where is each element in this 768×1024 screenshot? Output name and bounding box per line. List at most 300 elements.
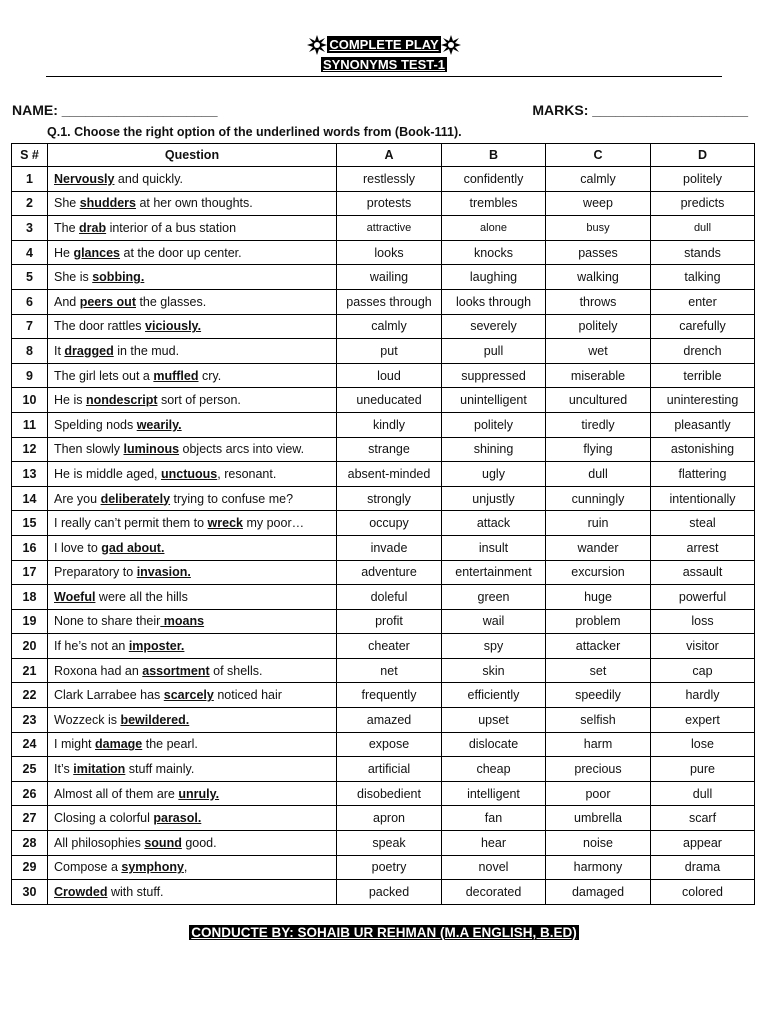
option-c: set [546, 658, 651, 683]
option-a: adventure [337, 560, 442, 585]
underlined-word: symphony [121, 860, 184, 875]
option-d: terrible [651, 363, 755, 388]
question-prefix: The door rattles [54, 319, 146, 334]
question-text [48, 216, 337, 241]
question-prefix: He is middle aged, [54, 466, 162, 481]
question-text [48, 757, 337, 782]
question-prefix: I might [54, 737, 95, 752]
option-b: unintelligent [442, 388, 546, 413]
footer [0, 924, 768, 942]
question-text [48, 486, 337, 511]
option-a: kindly [337, 412, 442, 437]
option-a: net [337, 658, 442, 683]
header-divider [46, 76, 722, 77]
underlined-word: peers out [79, 294, 136, 309]
question-prefix: She [54, 196, 80, 211]
question-prefix: Almost all of them are [54, 786, 179, 801]
question-suffix: at the door up center. [120, 245, 242, 260]
question-prefix: He is [54, 393, 86, 408]
option-b: attack [442, 511, 546, 536]
option-b: laughing [442, 265, 546, 290]
question-prefix: Closing a colorful [54, 811, 154, 826]
option-c: damaged [546, 880, 651, 905]
table-row [12, 511, 755, 536]
question-number: 5 [12, 265, 48, 290]
option-b: politely [442, 412, 546, 437]
option-a: disobedient [337, 781, 442, 806]
option-a: amazed [337, 708, 442, 733]
table-row [12, 191, 755, 216]
question-text [48, 167, 337, 192]
option-a: passes through [337, 289, 442, 314]
underlined-word: muffled [153, 368, 199, 383]
option-c: dull [546, 462, 651, 487]
option-c: uncultured [546, 388, 651, 413]
option-a: poetry [337, 855, 442, 880]
option-a: restlessly [337, 167, 442, 192]
option-d: lose [651, 732, 755, 757]
table-row [12, 535, 755, 560]
question-prefix: And [54, 294, 80, 309]
option-b: suppressed [442, 363, 546, 388]
option-c: problem [546, 609, 651, 634]
option-d: drench [651, 339, 755, 364]
option-d: cap [651, 658, 755, 683]
option-d: politely [651, 167, 755, 192]
option-c: cunningly [546, 486, 651, 511]
table-row [12, 289, 755, 314]
option-d: enter [651, 289, 755, 314]
question-number: 2 [12, 191, 48, 216]
table-row [12, 806, 755, 831]
question-prefix: It’s [54, 762, 74, 777]
title-line [0, 34, 768, 55]
option-d: appear [651, 831, 755, 856]
question-text [48, 462, 337, 487]
question-text [48, 831, 337, 856]
option-b: wail [442, 609, 546, 634]
table-row [12, 462, 755, 487]
option-d: pleasantly [651, 412, 755, 437]
underlined-word: wearily. [136, 417, 182, 432]
question-text [48, 732, 337, 757]
underlined-word: invasion. [136, 565, 191, 580]
question-suffix: of shells. [209, 663, 263, 678]
option-b: confidently [442, 167, 546, 192]
option-b: novel [442, 855, 546, 880]
question-suffix: , resonant. [217, 466, 277, 481]
underlined-word: drab [79, 220, 107, 235]
option-b: severely [442, 314, 546, 339]
question-text [48, 609, 337, 634]
option-c: politely [546, 314, 651, 339]
option-a: speak [337, 831, 442, 856]
table-row [12, 855, 755, 880]
question-prefix: Are you [54, 491, 101, 506]
table-row [12, 732, 755, 757]
question-text [48, 314, 337, 339]
table-row [12, 486, 755, 511]
question-prefix: None to share their [54, 614, 161, 629]
option-d: drama [651, 855, 755, 880]
table-row [12, 560, 755, 585]
question-number: 24 [12, 732, 48, 757]
option-c: huge [546, 585, 651, 610]
question-text [48, 437, 337, 462]
underlined-word: sobbing. [92, 270, 145, 285]
table-row [12, 634, 755, 659]
question-number: 29 [12, 855, 48, 880]
question-number: 11 [12, 412, 48, 437]
question-prefix: I really can’t permit them to [54, 516, 208, 531]
option-a: expose [337, 732, 442, 757]
question-prefix: The girl lets out a [54, 368, 154, 383]
option-a: occupy [337, 511, 442, 536]
option-c: flying [546, 437, 651, 462]
question-number: 28 [12, 831, 48, 856]
underlined-word: gad about. [101, 540, 165, 555]
marks-field-label: MARKS: ____________________ [532, 102, 748, 118]
question-text [48, 535, 337, 560]
option-c: calmly [546, 167, 651, 192]
header-option-a: A [337, 144, 442, 167]
question-suffix: , [183, 860, 188, 875]
table-row [12, 339, 755, 364]
option-d: talking [651, 265, 755, 290]
option-b: ugly [442, 462, 546, 487]
question-number: 27 [12, 806, 48, 831]
question-prefix: Clark Larrabee has [54, 688, 164, 703]
question-suffix: stuff mainly. [125, 762, 195, 777]
underlined-word: wreck [207, 516, 243, 531]
question-text [48, 634, 337, 659]
option-b: fan [442, 806, 546, 831]
option-a: artificial [337, 757, 442, 782]
question-prefix: It [54, 343, 65, 358]
option-a: put [337, 339, 442, 364]
question-suffix: my poor… [242, 516, 305, 531]
underlined-word: unruly. [178, 786, 220, 801]
question-text [48, 806, 337, 831]
underlined-word: damage [95, 737, 143, 752]
question-text [48, 412, 337, 437]
question-number: 7 [12, 314, 48, 339]
table-row [12, 265, 755, 290]
table-row [12, 363, 755, 388]
question-prefix: Wozzeck is [54, 712, 121, 727]
table-row [12, 388, 755, 413]
option-c: harmony [546, 855, 651, 880]
question-number: 20 [12, 634, 48, 659]
option-c: harm [546, 732, 651, 757]
underlined-word: Crowded [54, 885, 108, 900]
header [0, 34, 768, 74]
question-text [48, 855, 337, 880]
option-b: decorated [442, 880, 546, 905]
option-d: astonishing [651, 437, 755, 462]
option-d: stands [651, 240, 755, 265]
option-c: noise [546, 831, 651, 856]
table-row [12, 437, 755, 462]
question-number: 19 [12, 609, 48, 634]
question-number: 26 [12, 781, 48, 806]
question-number: 6 [12, 289, 48, 314]
underlined-word: deliberately [100, 491, 171, 506]
question-number: 8 [12, 339, 48, 364]
option-c: tiredly [546, 412, 651, 437]
question-suffix: good. [181, 835, 217, 850]
header-option-d: D [651, 144, 755, 167]
option-d: intentionally [651, 486, 755, 511]
question-text [48, 658, 337, 683]
underlined-word: unctuous [161, 466, 218, 481]
option-c: walking [546, 265, 651, 290]
underlined-word: imitation [73, 762, 126, 777]
question-number: 30 [12, 880, 48, 905]
option-c: passes [546, 240, 651, 265]
question-number: 25 [12, 757, 48, 782]
underlined-word: moans [160, 614, 205, 629]
table-row [12, 831, 755, 856]
option-c: excursion [546, 560, 651, 585]
question-prefix: The [54, 220, 80, 235]
question-suffix: the glasses. [135, 294, 207, 309]
question-prefix: All philosophies [54, 835, 145, 850]
question-text [48, 191, 337, 216]
option-d: loss [651, 609, 755, 634]
underlined-word: Woeful [54, 589, 96, 604]
question-text [48, 511, 337, 536]
table-row [12, 314, 755, 339]
question-prefix: Preparatory to [54, 565, 137, 580]
option-a: strange [337, 437, 442, 462]
option-a: apron [337, 806, 442, 831]
question-suffix: in the mud. [113, 343, 180, 358]
option-d: colored [651, 880, 755, 905]
question-suffix: sort of person. [157, 393, 241, 408]
question-number: 13 [12, 462, 48, 487]
option-a: wailing [337, 265, 442, 290]
underlined-word: assortment [142, 663, 210, 678]
table-header-row [12, 144, 755, 167]
question-instruction: Q.1. Choose the right option of the underlined words from (Book-111). [47, 125, 462, 139]
question-text [48, 708, 337, 733]
option-d: arrest [651, 535, 755, 560]
header-question: Question [48, 144, 337, 167]
option-c: selfish [546, 708, 651, 733]
question-number: 10 [12, 388, 48, 413]
underlined-word: parasol. [153, 811, 202, 826]
option-b: pull [442, 339, 546, 364]
question-text [48, 560, 337, 585]
option-b: shining [442, 437, 546, 462]
question-text [48, 585, 337, 610]
header-option-b: B [442, 144, 546, 167]
option-d: powerful [651, 585, 755, 610]
option-a: frequently [337, 683, 442, 708]
option-a: uneducated [337, 388, 442, 413]
name-field-label: NAME: ____________________ [12, 102, 218, 118]
question-number: 18 [12, 585, 48, 610]
table-row [12, 683, 755, 708]
table-row [12, 585, 755, 610]
question-text [48, 781, 337, 806]
option-b: efficiently [442, 683, 546, 708]
option-c: busy [546, 216, 651, 241]
option-b: upset [442, 708, 546, 733]
option-b: alone [442, 216, 546, 241]
option-d: predicts [651, 191, 755, 216]
question-prefix: If he’s not an [54, 639, 129, 654]
question-number: 14 [12, 486, 48, 511]
underlined-word: scarcely [163, 688, 214, 703]
question-text [48, 363, 337, 388]
option-a: profit [337, 609, 442, 634]
header-option-c: C [546, 144, 651, 167]
underlined-word: Nervously [54, 171, 115, 186]
table-row [12, 757, 755, 782]
star-burst-icon [441, 35, 461, 55]
question-prefix: Compose a [54, 860, 122, 875]
underlined-word: imposter. [128, 639, 185, 654]
option-d: assault [651, 560, 755, 585]
question-text [48, 240, 337, 265]
option-d: hardly [651, 683, 755, 708]
question-suffix: were all the hills [95, 589, 188, 604]
option-c: throws [546, 289, 651, 314]
option-d: dull [651, 781, 755, 806]
option-b: hear [442, 831, 546, 856]
table-row [12, 658, 755, 683]
question-suffix: cry. [198, 368, 222, 383]
question-number: 17 [12, 560, 48, 585]
question-number: 4 [12, 240, 48, 265]
option-b: insult [442, 535, 546, 560]
option-d: steal [651, 511, 755, 536]
star-burst-icon [307, 35, 327, 55]
question-number: 23 [12, 708, 48, 733]
underlined-word: dragged [64, 343, 114, 358]
option-d: carefully [651, 314, 755, 339]
page-subtitle: SYNONYMS TEST-1 [322, 57, 446, 72]
table-row [12, 880, 755, 905]
underlined-word: glances [73, 245, 121, 260]
option-b: unjustly [442, 486, 546, 511]
page-title: COMPLETE PLAY [329, 37, 439, 52]
table-row [12, 216, 755, 241]
option-b: entertainment [442, 560, 546, 585]
option-d: visitor [651, 634, 755, 659]
option-a: cheater [337, 634, 442, 659]
option-a: loud [337, 363, 442, 388]
table-row [12, 240, 755, 265]
synonyms-table [11, 143, 755, 905]
underlined-word: luminous [123, 442, 180, 457]
question-suffix: and quickly. [114, 171, 184, 186]
option-b: looks through [442, 289, 546, 314]
option-c: wander [546, 535, 651, 560]
question-suffix: trying to confuse me? [170, 491, 294, 506]
underlined-word: bewildered. [120, 712, 190, 727]
question-prefix: Spelding nods [54, 417, 137, 432]
question-suffix: interior of a bus station [106, 220, 237, 235]
underlined-word: nondescript [85, 393, 158, 408]
option-b: spy [442, 634, 546, 659]
table-row [12, 412, 755, 437]
option-a: strongly [337, 486, 442, 511]
question-number: 15 [12, 511, 48, 536]
table-row [12, 609, 755, 634]
option-c: attacker [546, 634, 651, 659]
question-number: 22 [12, 683, 48, 708]
question-number: 21 [12, 658, 48, 683]
question-suffix: objects arcs into view. [179, 442, 305, 457]
table-row [12, 167, 755, 192]
option-b: cheap [442, 757, 546, 782]
question-prefix: She is [54, 270, 93, 285]
question-text [48, 388, 337, 413]
option-a: doleful [337, 585, 442, 610]
option-a: attractive [337, 216, 442, 241]
option-d: dull [651, 216, 755, 241]
table-row [12, 708, 755, 733]
question-suffix: at her own thoughts. [135, 196, 253, 211]
option-b: green [442, 585, 546, 610]
table-row [12, 781, 755, 806]
option-c: ruin [546, 511, 651, 536]
option-d: uninteresting [651, 388, 755, 413]
option-a: looks [337, 240, 442, 265]
question-number: 9 [12, 363, 48, 388]
question-text [48, 683, 337, 708]
option-a: calmly [337, 314, 442, 339]
option-d: pure [651, 757, 755, 782]
question-text [48, 289, 337, 314]
option-a: invade [337, 535, 442, 560]
question-suffix: with stuff. [107, 885, 164, 900]
option-d: flattering [651, 462, 755, 487]
question-number: 12 [12, 437, 48, 462]
option-c: speedily [546, 683, 651, 708]
underlined-word: viciously. [145, 319, 202, 334]
question-text [48, 265, 337, 290]
option-c: weep [546, 191, 651, 216]
question-number: 3 [12, 216, 48, 241]
question-number: 16 [12, 535, 48, 560]
option-a: absent-minded [337, 462, 442, 487]
option-c: precious [546, 757, 651, 782]
question-prefix: Then slowly [54, 442, 124, 457]
option-a: protests [337, 191, 442, 216]
option-b: knocks [442, 240, 546, 265]
option-d: expert [651, 708, 755, 733]
option-c: wet [546, 339, 651, 364]
option-b: trembles [442, 191, 546, 216]
student-info-row [12, 102, 748, 118]
option-d: scarf [651, 806, 755, 831]
question-number: 1 [12, 167, 48, 192]
option-c: miserable [546, 363, 651, 388]
question-prefix: Roxona had an [54, 663, 143, 678]
option-c: umbrella [546, 806, 651, 831]
option-c: poor [546, 781, 651, 806]
question-text [48, 880, 337, 905]
option-b: skin [442, 658, 546, 683]
option-a: packed [337, 880, 442, 905]
question-prefix: He [54, 245, 74, 260]
header-sno: S # [12, 144, 48, 167]
option-b: dislocate [442, 732, 546, 757]
